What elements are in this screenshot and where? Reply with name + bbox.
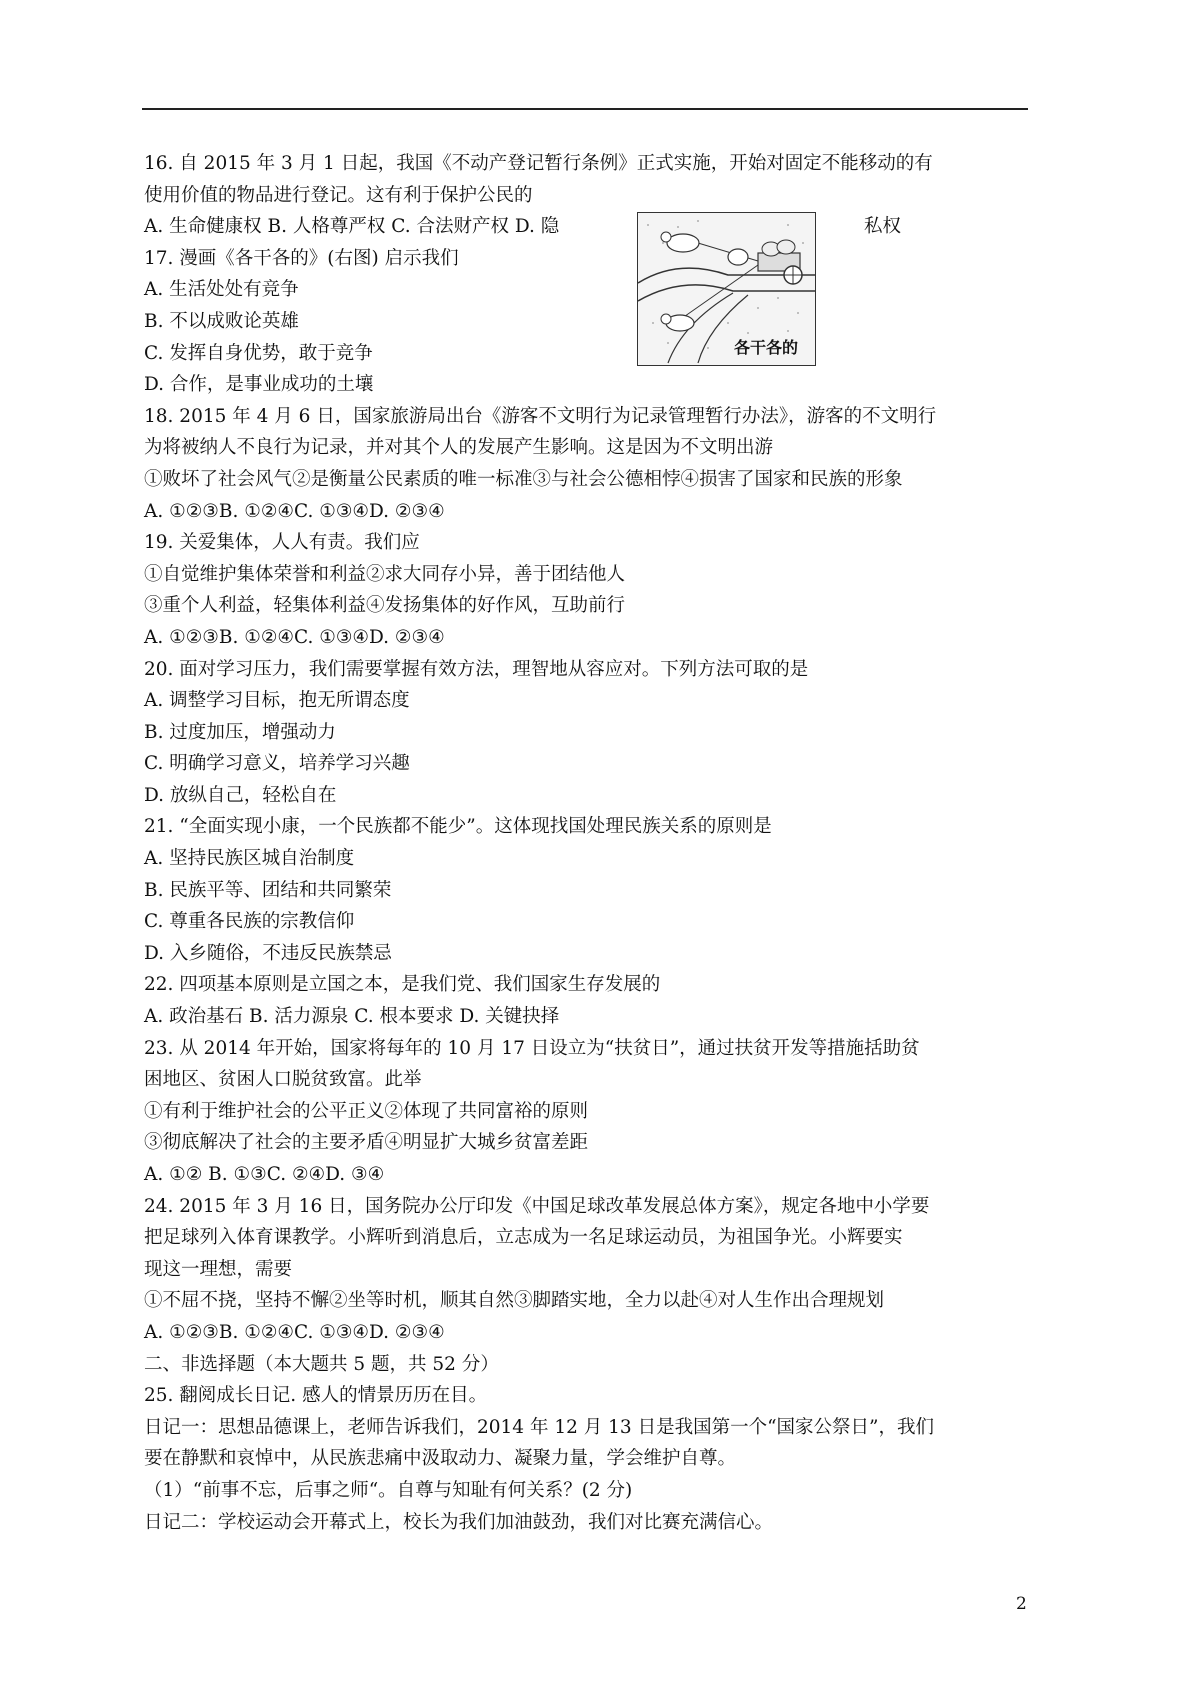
q17-cartoon-image <box>637 212 816 366</box>
q17-option-a: A. 生活处处有竞争 <box>144 279 299 301</box>
q19-stem: 19. 关爱集体，人人有责。我们应 <box>144 532 420 554</box>
q23-statements-2: ③彻底解决了社会的主要矛盾④明显扩大城乡贫富差距 <box>144 1132 589 1154</box>
q16-stem-line2: 使用价值的物品进行登记。这有利于保护公民的 <box>144 184 533 206</box>
q20-option-b: B. 过度加压，增强动力 <box>144 721 336 743</box>
q21-option-c: C. 尊重各民族的宗教信仰 <box>144 911 355 933</box>
q23-stem-line1: 23. 从 2014 年开始，国家将每年的 10 月 17 日设立为“扶贫日”，通过扶贫开发等措施括助贫 <box>144 1037 920 1059</box>
q18-stem-line1: 18. 2015 年 4 月 6 日，国家旅游局出台《游客不文明行为记录管理暂行办法》，游客的不文明行 <box>144 405 937 427</box>
q21-option-d: D. 入乡随俗，不违反民族禁忌 <box>144 942 392 964</box>
q25-stem: 25. 翻阅成长日记. 感人的情景历历在目。 <box>144 1385 488 1407</box>
q21-option-b: B. 民族平等、团结和共同繁荣 <box>144 879 392 901</box>
q18-statements: ①败坏了社会风气②是衡量公民素质的唯一标准③与社会公德相悖④损害了国家和民族的形象 <box>144 468 903 490</box>
q24-options: A. ①②③B. ①②④C. ①③④D. ②③④ <box>144 1321 445 1343</box>
header-rule <box>142 108 1028 110</box>
cartoon-caption: 各干各的 <box>734 338 799 357</box>
q24-stem-line3: 现这一理想，需要 <box>144 1258 293 1280</box>
page-content <box>144 148 1030 1538</box>
cartoon-drawing <box>638 213 815 365</box>
q25-diary2: 日记二：学校运动会开幕式上，校长为我们加油鼓劲，我们对比赛充满信心。 <box>144 1511 774 1533</box>
q17-option-b: B. 不以成败论英雄 <box>144 310 299 332</box>
q16-options-right: 私权 <box>864 216 902 238</box>
q17-option-d: D. 合作，是事业成功的土壤 <box>144 374 374 396</box>
q21-stem: 21. “全面实现小康，一个民族都不能少”。这体现找国处理民族关系的原则是 <box>144 816 772 838</box>
page-number: 2 <box>1016 1594 1027 1614</box>
q18-options: A. ①②③B. ①②④C. ①③④D. ②③④ <box>144 500 445 522</box>
q17-option-c: C. 发挥自身优势，敢于竞争 <box>144 342 373 364</box>
q18-stem-line2: 为将被纳人不良行为记录，并对其个人的发展产生影响。这是因为不文明出游 <box>144 437 774 459</box>
q25-diary1-line1: 日记一：思想品德课上，老师告诉我们，2014 年 12 月 13 日是我国第一个“国家公祭日”，我们 <box>144 1416 934 1438</box>
q25-sub1: （1）“前事不忘，后事之师“。自尊与知耻有何关系？(2 分) <box>144 1479 633 1501</box>
q19-statements-1: ①自觉维护集体荣誉和利益②求大同存小异，善于团结他人 <box>144 563 626 585</box>
q22-stem: 22. 四项基本原则是立国之本，是我们党、我们国家生存发展的 <box>144 974 661 996</box>
q20-option-a: A. 调整学习目标，抱无所谓态度 <box>144 690 410 712</box>
q23-statements-1: ①有利于维护社会的公平正义②体现了共同富裕的原则 <box>144 1100 589 1122</box>
q23-options: A. ①② B. ①③C. ②④D. ③④ <box>144 1164 385 1185</box>
q23-stem-line2: 困地区、贫困人口脱贫致富。此举 <box>144 1069 422 1091</box>
q25-diary1-line2: 要在静默和哀悼中，从民族悲痛中汲取动力、凝聚力量，学会维护自尊。 <box>144 1448 737 1470</box>
q20-option-c: C. 明确学习意义，培养学习兴趣 <box>144 753 410 775</box>
q19-options: A. ①②③B. ①②④C. ①③④D. ②③④ <box>144 626 445 648</box>
q17-stem: 17. 漫画《各干各的》(右图) 启示我们 <box>144 247 459 269</box>
q16-stem-line1: 16. 自 2015 年 3 月 1 日起，我国《不动产登记暂行条例》正式实施，开始对固定不能移动的有 <box>144 153 933 174</box>
q22-options: A. 政治基石 B. 活力源泉 C. 根本要求 D. 关键抉择 <box>144 1006 560 1028</box>
q24-statements: ①不屈不挠，坚持不懈②坐等时机，顺其自然③脚踏实地，全力以赴④对人生作出合理规划 <box>144 1290 885 1312</box>
q20-option-d: D. 放纵自己，轻松自在 <box>144 784 337 806</box>
q16-options <box>144 211 1030 243</box>
q24-stem-line2: 把足球列入体育课教学。小辉听到消息后，立志成为一名足球运动员，为祖国争光。小辉要实 <box>144 1227 903 1249</box>
q16-options-left: A. 生命健康权 B. 人格尊严权 C. 合法财产权 D. 隐 <box>144 216 560 238</box>
section2-heading: 二、非选择题（本大题共 5 题，共 52 分） <box>144 1353 499 1375</box>
q24-stem-line1: 24. 2015 年 3 月 16 日，国务院办公厅印发《中国足球改革发展总体方案》，规定各地中小学要 <box>144 1195 930 1217</box>
q20-stem: 20. 面对学习压力，我们需要掌握有效方法，理智地从容应对。下列方法可取的是 <box>144 658 809 680</box>
q21-option-a: A. 坚持民族区城自治制度 <box>144 848 355 870</box>
q19-statements-2: ③重个人利益，轻集体利益④发扬集体的好作风，互助前行 <box>144 595 626 617</box>
